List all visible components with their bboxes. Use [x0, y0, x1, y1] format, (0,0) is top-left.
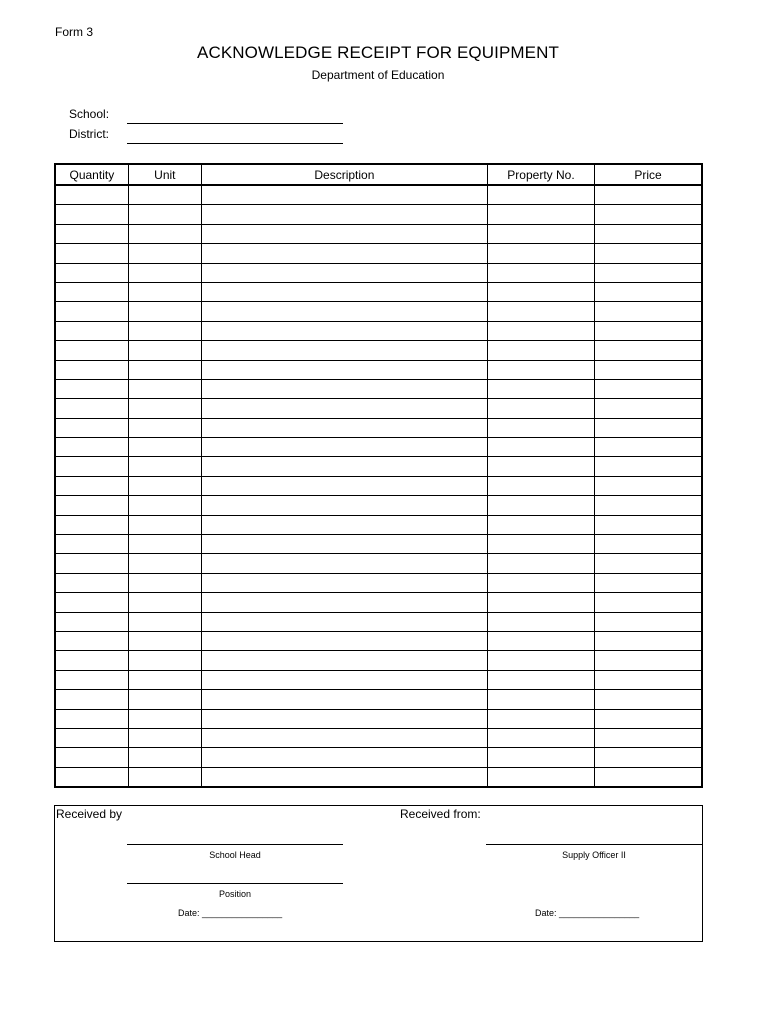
table-row: [55, 282, 702, 301]
cell-unit[interactable]: [128, 748, 201, 767]
cell-property-no[interactable]: [487, 593, 594, 612]
cell-price[interactable]: [595, 244, 702, 263]
cell-unit[interactable]: [128, 379, 201, 398]
cell-description[interactable]: [201, 573, 487, 592]
cell-property-no[interactable]: [487, 690, 594, 709]
cell-description[interactable]: [201, 244, 487, 263]
table-row: [55, 670, 702, 689]
table-row: [55, 767, 702, 787]
cell-quantity[interactable]: [55, 244, 128, 263]
cell-unit[interactable]: [128, 767, 201, 787]
cell-quantity[interactable]: [55, 302, 128, 321]
cell-description[interactable]: [201, 593, 487, 612]
cell-quantity[interactable]: [55, 690, 128, 709]
cell-property-no[interactable]: [487, 399, 594, 418]
cell-description[interactable]: [201, 651, 487, 670]
cell-property-no[interactable]: [487, 302, 594, 321]
cell-price[interactable]: [595, 438, 702, 457]
cell-property-no[interactable]: [487, 515, 594, 534]
cell-property-no[interactable]: [487, 535, 594, 554]
cell-description[interactable]: [201, 457, 487, 476]
cell-unit[interactable]: [128, 515, 201, 534]
cell-description[interactable]: [201, 379, 487, 398]
table-row: [55, 185, 702, 205]
cell-unit[interactable]: [128, 418, 201, 437]
table-row: [55, 244, 702, 263]
cell-property-no[interactable]: [487, 709, 594, 728]
cell-description[interactable]: [201, 418, 487, 437]
table-row: [55, 515, 702, 534]
cell-description[interactable]: [201, 476, 487, 495]
cell-property-no[interactable]: [487, 224, 594, 243]
cell-quantity[interactable]: [55, 748, 128, 767]
cell-description[interactable]: [201, 709, 487, 728]
date-right-field[interactable]: Date: ________________: [535, 908, 640, 918]
received-by-label: Received by: [56, 807, 123, 821]
cell-quantity[interactable]: [55, 341, 128, 360]
cell-description[interactable]: [201, 282, 487, 301]
supply-officer-signature-line[interactable]: [486, 844, 702, 845]
cell-unit[interactable]: [128, 302, 201, 321]
cell-description[interactable]: [201, 767, 487, 787]
column-header-price: Price: [595, 164, 702, 185]
position-line[interactable]: [127, 883, 343, 884]
table-row: [55, 631, 702, 650]
table-row: [55, 748, 702, 767]
cell-unit[interactable]: [128, 205, 201, 224]
cell-unit[interactable]: [128, 651, 201, 670]
table-row: [55, 224, 702, 243]
position-label: Position: [218, 889, 252, 899]
cell-unit[interactable]: [128, 224, 201, 243]
cell-unit[interactable]: [128, 476, 201, 495]
cell-description[interactable]: [201, 496, 487, 515]
table-row: [55, 321, 702, 340]
cell-property-no[interactable]: [487, 457, 594, 476]
cell-quantity[interactable]: [55, 535, 128, 554]
school-head-signature-line[interactable]: [127, 844, 343, 845]
cell-quantity[interactable]: [55, 457, 128, 476]
received-from-label: Received from:: [400, 807, 481, 821]
table-row: [55, 651, 702, 670]
cell-quantity[interactable]: [55, 612, 128, 631]
cell-unit[interactable]: [128, 690, 201, 709]
cell-price[interactable]: [595, 302, 702, 321]
cell-description[interactable]: [201, 321, 487, 340]
cell-property-no[interactable]: [487, 341, 594, 360]
cell-quantity[interactable]: [55, 515, 128, 534]
table-row: [55, 690, 702, 709]
cell-quantity[interactable]: [55, 418, 128, 437]
cell-description[interactable]: [201, 515, 487, 534]
cell-description[interactable]: [201, 690, 487, 709]
table-row: [55, 476, 702, 495]
cell-property-no[interactable]: [487, 282, 594, 301]
column-header-description: Description: [201, 164, 487, 185]
cell-property-no[interactable]: [487, 612, 594, 631]
cell-unit[interactable]: [128, 554, 201, 573]
cell-price[interactable]: [595, 515, 702, 534]
cell-price[interactable]: [595, 690, 702, 709]
cell-unit[interactable]: [128, 282, 201, 301]
school-field[interactable]: [127, 123, 343, 124]
cell-property-no[interactable]: [487, 205, 594, 224]
table-row: [55, 728, 702, 747]
cell-quantity[interactable]: [55, 631, 128, 650]
table-row: [55, 205, 702, 224]
cell-unit[interactable]: [128, 496, 201, 515]
cell-quantity[interactable]: [55, 573, 128, 592]
document-subtitle: Department of Education: [311, 68, 445, 82]
cell-price[interactable]: [595, 185, 702, 205]
cell-price[interactable]: [595, 612, 702, 631]
cell-quantity[interactable]: [55, 205, 128, 224]
cell-property-no[interactable]: [487, 651, 594, 670]
equipment-table: [54, 163, 703, 788]
cell-description[interactable]: [201, 631, 487, 650]
table-row: [55, 341, 702, 360]
cell-price[interactable]: [595, 341, 702, 360]
cell-quantity[interactable]: [55, 554, 128, 573]
cell-property-no[interactable]: [487, 670, 594, 689]
table-row: [55, 709, 702, 728]
cell-price[interactable]: [595, 709, 702, 728]
table-row: [55, 554, 702, 573]
cell-description[interactable]: [201, 728, 487, 747]
cell-description[interactable]: [201, 438, 487, 457]
cell-price[interactable]: [595, 379, 702, 398]
cell-price[interactable]: [595, 224, 702, 243]
cell-description[interactable]: [201, 263, 487, 282]
cell-quantity[interactable]: [55, 728, 128, 747]
cell-price[interactable]: [595, 457, 702, 476]
cell-property-no[interactable]: [487, 263, 594, 282]
cell-price[interactable]: [595, 573, 702, 592]
cell-price[interactable]: [595, 205, 702, 224]
cell-quantity[interactable]: [55, 438, 128, 457]
cell-unit[interactable]: [128, 185, 201, 205]
table-row: [55, 399, 702, 418]
district-field[interactable]: [127, 143, 343, 144]
table-row: [55, 573, 702, 592]
cell-property-no[interactable]: [487, 748, 594, 767]
table-row: [55, 593, 702, 612]
cell-quantity[interactable]: [55, 767, 128, 787]
cell-quantity[interactable]: [55, 321, 128, 340]
cell-price[interactable]: [595, 670, 702, 689]
cell-quantity[interactable]: [55, 593, 128, 612]
cell-quantity[interactable]: [55, 496, 128, 515]
cell-property-no[interactable]: [487, 728, 594, 747]
table-row: [55, 457, 702, 476]
cell-unit[interactable]: [128, 438, 201, 457]
signature-section: [54, 805, 703, 942]
cell-price[interactable]: [595, 360, 702, 379]
cell-unit[interactable]: [128, 399, 201, 418]
cell-quantity[interactable]: [55, 282, 128, 301]
cell-unit[interactable]: [128, 709, 201, 728]
cell-property-no[interactable]: [487, 438, 594, 457]
cell-description[interactable]: [201, 535, 487, 554]
cell-description[interactable]: [201, 554, 487, 573]
cell-property-no[interactable]: [487, 476, 594, 495]
cell-property-no[interactable]: [487, 496, 594, 515]
cell-price[interactable]: [595, 651, 702, 670]
cell-quantity[interactable]: [55, 399, 128, 418]
school-head-label: School Head: [209, 850, 261, 860]
cell-quantity[interactable]: [55, 709, 128, 728]
cell-price[interactable]: [595, 282, 702, 301]
column-header-quantity: Quantity: [55, 164, 128, 185]
cell-unit[interactable]: [128, 360, 201, 379]
cell-description[interactable]: [201, 205, 487, 224]
cell-description[interactable]: [201, 399, 487, 418]
cell-quantity[interactable]: [55, 651, 128, 670]
cell-unit[interactable]: [128, 573, 201, 592]
cell-description[interactable]: [201, 224, 487, 243]
cell-quantity[interactable]: [55, 476, 128, 495]
cell-unit[interactable]: [128, 321, 201, 340]
cell-description[interactable]: [201, 302, 487, 321]
school-label: School:: [69, 107, 110, 121]
table-row: [55, 418, 702, 437]
cell-price[interactable]: [595, 728, 702, 747]
table-row: [55, 302, 702, 321]
cell-property-no[interactable]: [487, 554, 594, 573]
table-row: [55, 612, 702, 631]
table-row: [55, 360, 702, 379]
cell-property-no[interactable]: [487, 573, 594, 592]
cell-quantity[interactable]: [55, 185, 128, 205]
cell-quantity[interactable]: [55, 263, 128, 282]
table-row: [55, 379, 702, 398]
cell-property-no[interactable]: [487, 418, 594, 437]
cell-description[interactable]: [201, 185, 487, 205]
document-title: ACKNOWLEDGE RECEIPT FOR EQUIPMENT: [197, 43, 559, 62]
cell-quantity[interactable]: [55, 224, 128, 243]
cell-unit[interactable]: [128, 728, 201, 747]
cell-unit[interactable]: [128, 670, 201, 689]
cell-property-no[interactable]: [487, 360, 594, 379]
cell-description[interactable]: [201, 748, 487, 767]
cell-price[interactable]: [595, 631, 702, 650]
cell-unit[interactable]: [128, 593, 201, 612]
column-header-property-no: Property No.: [487, 164, 594, 185]
cell-property-no[interactable]: [487, 379, 594, 398]
cell-price[interactable]: [595, 554, 702, 573]
table-row: [55, 438, 702, 457]
cell-price[interactable]: [595, 321, 702, 340]
table-row: [55, 496, 702, 515]
cell-price[interactable]: [595, 263, 702, 282]
cell-price[interactable]: [595, 476, 702, 495]
cell-unit[interactable]: [128, 457, 201, 476]
cell-property-no[interactable]: [487, 321, 594, 340]
cell-price[interactable]: [595, 399, 702, 418]
cell-unit[interactable]: [128, 244, 201, 263]
cell-description[interactable]: [201, 341, 487, 360]
cell-quantity[interactable]: [55, 360, 128, 379]
cell-unit[interactable]: [128, 341, 201, 360]
cell-description[interactable]: [201, 670, 487, 689]
cell-price[interactable]: [595, 535, 702, 554]
district-label: District:: [69, 127, 109, 141]
cell-unit[interactable]: [128, 535, 201, 554]
cell-description[interactable]: [201, 360, 487, 379]
cell-unit[interactable]: [128, 612, 201, 631]
cell-unit[interactable]: [128, 263, 201, 282]
cell-price[interactable]: [595, 418, 702, 437]
cell-property-no[interactable]: [487, 631, 594, 650]
form-number: Form 3: [55, 25, 94, 39]
cell-property-no[interactable]: [487, 767, 594, 787]
date-left-field[interactable]: Date: ________________: [178, 908, 283, 918]
table-header-row: [55, 164, 702, 185]
cell-price[interactable]: [595, 748, 702, 767]
cell-price[interactable]: [595, 496, 702, 515]
column-header-unit: Unit: [128, 164, 201, 185]
cell-description[interactable]: [201, 612, 487, 631]
table-row: [55, 263, 702, 282]
cell-property-no[interactable]: [487, 185, 594, 205]
cell-property-no[interactable]: [487, 244, 594, 263]
cell-price[interactable]: [595, 593, 702, 612]
cell-price[interactable]: [595, 767, 702, 787]
supply-officer-label: Supply Officer II: [562, 850, 626, 860]
table-row: [55, 535, 702, 554]
table-body: [55, 185, 702, 787]
cell-unit[interactable]: [128, 631, 201, 650]
cell-quantity[interactable]: [55, 670, 128, 689]
cell-quantity[interactable]: [55, 379, 128, 398]
